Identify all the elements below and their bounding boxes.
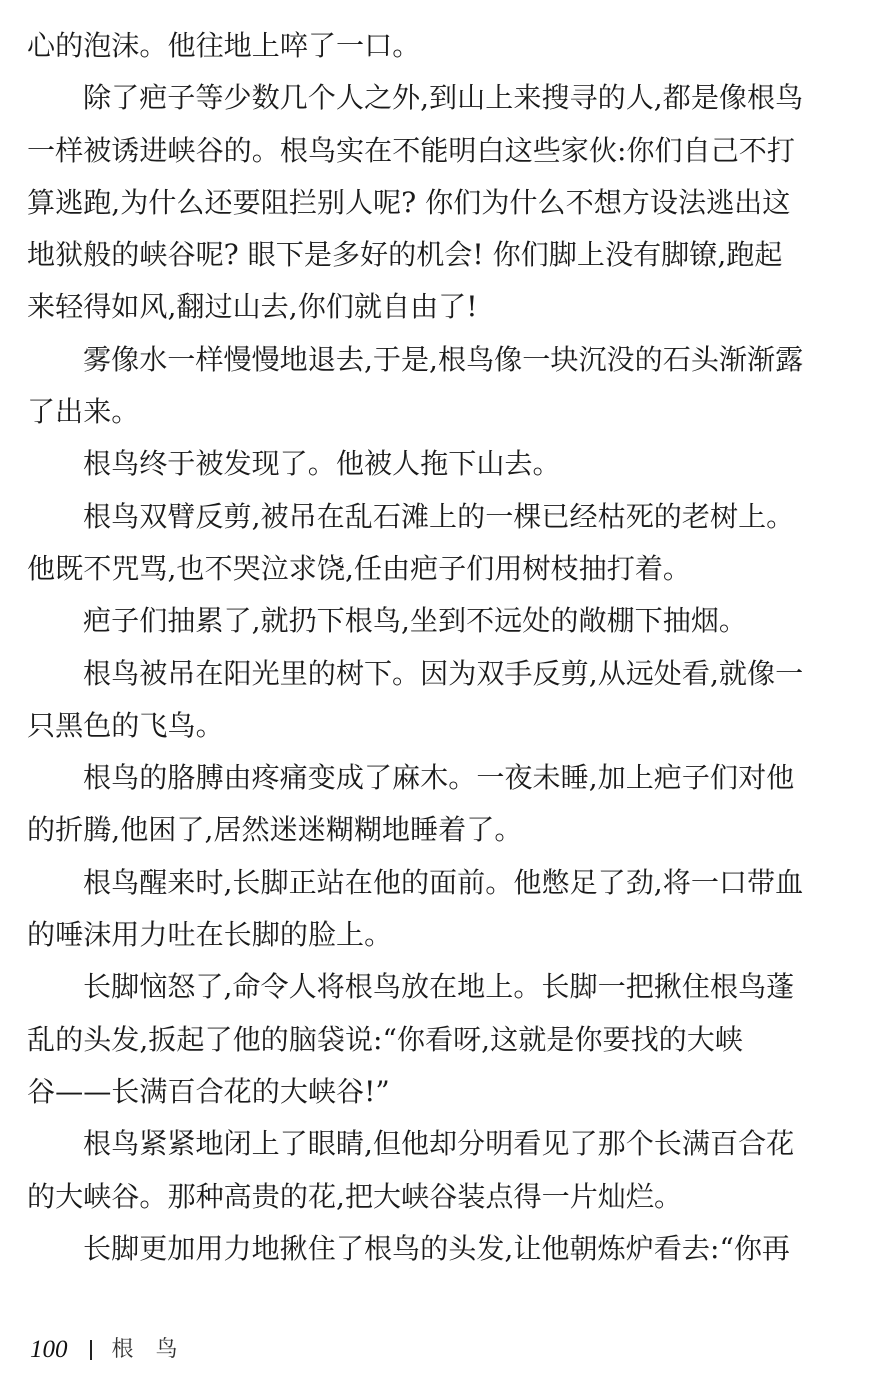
text-line: 雾像水一样慢慢地退去,于是,根鸟像一块沉没的石头渐渐露 [83, 342, 804, 376]
book-title: 根鸟 [111, 1337, 200, 1362]
text-line: 一样被诱进峡谷的。根鸟实在不能明白这些家伙:你们自己不打 [27, 133, 795, 167]
text-lines [27, 20, 843, 1275]
text-line: 根鸟终于被发现了。他被人拖下山去。 [83, 447, 561, 481]
text-line: 心的泡沫。他往地上啐了一口。 [27, 29, 421, 62]
text-line: 长脚更加用力地揪住了根鸟的头发,让他朝炼炉看去:“你再 [83, 1231, 791, 1265]
page-body [27, 20, 843, 1275]
text-line: 乱的头发,扳起了他的脑袋说:“你看呀,这就是你要找的大峡 [27, 1022, 743, 1056]
page-number: 100 [30, 1336, 68, 1363]
text-line: 来轻得如风,翻过山去,你们就自由了! [27, 290, 478, 324]
text-line: 的折腾,他困了,居然迷迷糊糊地睡着了。 [27, 813, 523, 847]
text-line: 疤子们抽累了,就扔下根鸟,坐到不远处的敞棚下抽烟。 [83, 604, 748, 638]
text-line: 的唾沫用力吐在长脚的脸上。 [27, 918, 393, 952]
page-footer [30, 1332, 200, 1368]
text-line: 的大峡谷。那种高贵的花,把大峡谷装点得一片灿烂。 [27, 1179, 683, 1213]
text-line: 根鸟双臂反剪,被吊在乱石滩上的一棵已经枯死的老树上。 [83, 499, 795, 533]
text-line: 根鸟醒来时,长脚正站在他的面前。他憋足了劲,将一口带血 [83, 865, 804, 899]
text-line: 长脚恼怒了,命令人将根鸟放在地上。长脚一把揪住根鸟蓬 [83, 970, 795, 1004]
text-line: 根鸟的胳膊由疼痛变成了麻木。一夜未睡,加上疤子们对他 [83, 761, 795, 795]
text-line: 除了疤子等少数几个人之外,到山上来搜寻的人,都是像根鸟 [83, 81, 804, 115]
footer-separator [90, 1340, 92, 1360]
text-line: 了出来。 [27, 395, 140, 429]
text-line: 他既不咒骂,也不哭泣求饶,任由疤子们用树枝抽打着。 [27, 551, 692, 585]
text-line: 算逃跑,为什么还要阻拦别人呢? 你们为什么不想方设法逃出这 [27, 185, 791, 219]
text-line: 谷——长满百合花的大峡谷!” [27, 1074, 390, 1108]
text-line: 根鸟紧紧地闭上了眼睛,但他却分明看见了那个长满百合花 [83, 1127, 795, 1161]
text-line: 根鸟被吊在阳光里的树下。因为双手反剪,从远处看,就像一 [83, 656, 804, 690]
text-line: 只黑色的飞鸟。 [27, 708, 224, 742]
text-line: 地狱般的峡谷呢? 眼下是多好的机会! 你们脚上没有脚镣,跑起 [27, 238, 783, 272]
